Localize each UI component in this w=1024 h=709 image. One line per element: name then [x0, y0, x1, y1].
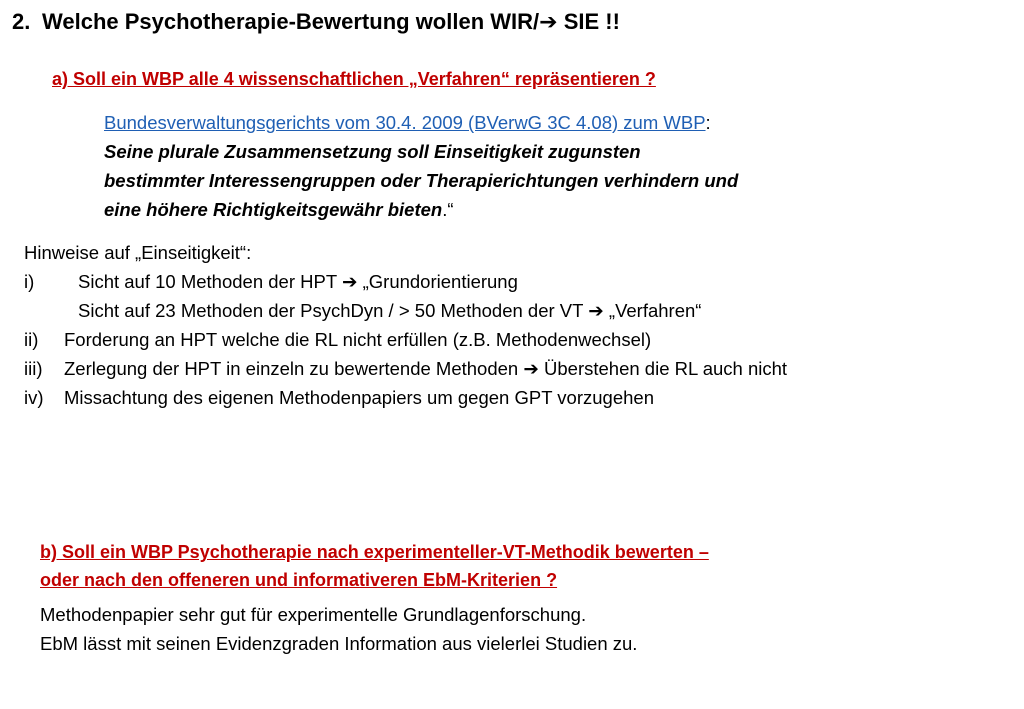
list-item-label: iv) [24, 387, 44, 408]
question-b [40, 538, 709, 594]
list-item-label: iii) [24, 358, 43, 379]
arrow-right-icon: ➔ [539, 10, 558, 35]
list-item-text: Missachtung des eigenen Methodenpapiers um gegen GPT vorzugehen [64, 387, 654, 408]
arrow-right-icon: ➔ [341, 272, 358, 293]
question-b-line: oder nach den offeneren und informativeren EbM-Kriterien ? [40, 570, 558, 590]
list-item [24, 354, 788, 383]
page-title [12, 8, 620, 37]
list-item [24, 325, 652, 354]
list-item-text: Sicht auf 10 Methoden der HPT ➔ „Grundorientierung [78, 271, 518, 293]
quote-line: Seine plurale Zusammensetzung soll Einseitigkeit zugunsten [104, 141, 641, 162]
list-item [24, 296, 702, 325]
quote-source-colon: : [705, 112, 711, 133]
list-item-text: Forderung an HPT welche die RL nicht erfüllen (z.B. Methodenwechsel) [64, 329, 652, 350]
title-text-end: SIE !! [557, 9, 620, 34]
quote-line-text: eine höhere Richtigkeitsgewähr bieten [104, 199, 443, 220]
title-text: Welche Psychotherapie-Bewertung wollen WIR/ [42, 9, 540, 34]
list-item [24, 383, 654, 412]
list-item-text: Sicht auf 23 Methoden der PsychDyn / > 50 Methoden der VT ➔ „Verfahren“ [78, 300, 702, 322]
court-quote [104, 108, 738, 224]
quote-line-last [104, 195, 738, 224]
list-item-label: ii) [24, 329, 39, 350]
court-ruling-link[interactable]: Bundesverwaltungsgerichts vom 30.4. 2009 (BVerwG 3C 4.08) zum WBP [104, 112, 706, 133]
answer-b [40, 600, 637, 658]
arrow-right-icon: ➔ [588, 301, 604, 322]
answer-b-line: Methodenpapier sehr gut für experimentelle Grundlagenforschung. [40, 604, 587, 625]
list-item-label: i) [24, 271, 35, 292]
title-number: 2. [12, 9, 31, 34]
answer-b-line: EbM lässt mit seinen Evidenzgraden Information aus vielerlei Studien zu. [40, 633, 638, 654]
hints-heading: Hinweise auf „Einseitigkeit“: [24, 242, 252, 263]
hints-list [24, 238, 788, 412]
question-a: a) Soll ein WBP alle 4 wissenschaftlichen „Verfahren“ repräsentieren ? [52, 69, 656, 89]
list-item-text: Zerlegung der HPT in einzeln zu bewertende Methoden ➔ Überstehen die RL auch nicht [64, 358, 788, 380]
arrow-right-icon: ➔ [523, 359, 539, 380]
quote-end-mark: .“ [442, 199, 454, 220]
list-item [24, 267, 518, 296]
question-b-line: b) Soll ein WBP Psychotherapie nach experimenteller-VT-Methodik bewerten – [40, 542, 709, 562]
quote-source-line [104, 108, 738, 137]
quote-line: bestimmter Interessengruppen oder Therapierichtungen verhindern und [104, 170, 739, 191]
